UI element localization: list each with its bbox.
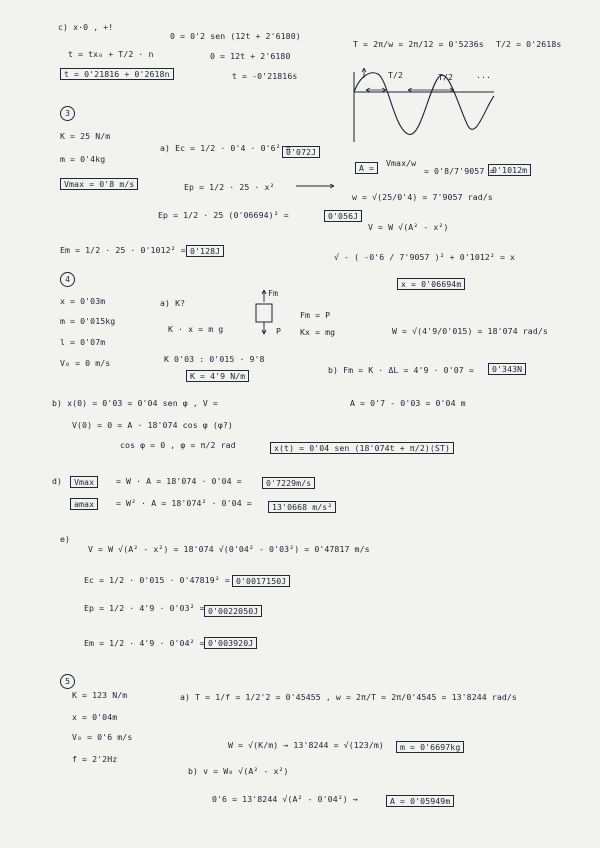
text-line: w = √(25/0'4) = 7'9057 rad/s (352, 192, 493, 202)
text-line: Kx = mg (300, 327, 336, 337)
boxed-result: 0'003920J (204, 637, 257, 649)
boxed-term: amax (70, 498, 98, 510)
text-line: Ep = 1/2 · 25 · x² (184, 182, 275, 192)
text-line: V = W √(A² - x²) (368, 222, 449, 232)
text-line: Em = 1/2 · 25 · 0'1012² = (60, 245, 186, 255)
text-line: K · x = m g (168, 324, 224, 334)
text-line: V = W √(A² - x²) = 18'074 √(0'04² - 0'03²) = 0'47817 m/s (88, 544, 370, 554)
text-line: Fm = P (300, 310, 331, 320)
boxed-result: 0'056J (324, 210, 362, 222)
text-line: f = 2'2Hz (72, 754, 118, 764)
text-line: = W² · A = 18'074² · 0'04 = (116, 498, 252, 508)
text-line: c) x·0 , +! (58, 22, 114, 32)
boxed-term: A = (355, 162, 378, 174)
text-line: d) (52, 476, 63, 486)
text-line: W = √(4'9/0'015) = 18'074 rad/s (392, 326, 548, 336)
text-line: b) x(0) = 0'03 = 0'04 sen φ , V = (52, 398, 218, 408)
text-line: V₀ = 0'6 m/s (72, 732, 133, 742)
boxed-result: 0'343N (488, 363, 526, 375)
problem-number: 5 (60, 674, 75, 689)
boxed-result: K = 4'9 N/m (186, 370, 249, 382)
text-line: V₀ = 0 m/s (60, 358, 111, 368)
text-line: t = -0'21816s (232, 71, 298, 81)
text-line: T/2 = 0'2618s (496, 39, 562, 49)
text-line: b) v = W₀ √(A² - x²) (188, 766, 289, 776)
text-line: K = 25 N/m (60, 131, 111, 141)
text-line: Em = 1/2 · 4'9 · 0'04² = (84, 638, 205, 648)
text-line: a) Ec = 1/2 · 0'4 · 0'6² = (160, 143, 291, 153)
sine-wave-graph (346, 66, 496, 144)
text-line: W = √(K/m) → 13'8244 = √(123/m) (228, 740, 384, 750)
boxed-result: m = 0'6697kg (396, 741, 464, 753)
ellipsis-label: ... (476, 70, 492, 80)
text-line: a) K? (160, 298, 186, 308)
text-line: = 0'8/7'9057 = (424, 166, 495, 176)
force-label-fm: Fm (268, 288, 279, 298)
right-arrow-icon (296, 183, 336, 189)
text-line: Ep = 1/2 · 25 (0'06694)² = (158, 210, 289, 220)
text-line: a) T = 1/f = 1/2'2 = 0'45455 , w = 2π/T = 2π/0'4545 = 13'8244 rad/s (180, 692, 517, 702)
text-line: l = 0'07m (60, 337, 106, 347)
boxed-result: 0'0017150J (232, 575, 290, 587)
text-line: Ec = 1/2 · 0'015 · 0'47819² = (84, 575, 230, 585)
boxed-result: 0'128J (186, 245, 224, 257)
text-line: 0 = 12t + 2'6180 (210, 51, 291, 61)
text-line: b) Fm = K · ΔL = 4'9 · 0'07 = (328, 365, 474, 375)
boxed-result: x(t) = 0'04 sen (18'074t + π/2)(ST) (270, 442, 454, 454)
boxed-result: 0'1012m (488, 164, 531, 176)
half-period-label: T/2 (438, 72, 454, 82)
boxed-result: A = 0'05949m (386, 795, 454, 807)
text-line: x = 0'03m (60, 296, 106, 306)
force-label-p: P (276, 326, 282, 336)
text-line: K 0'03 : 0'015 · 9'8 (164, 354, 265, 364)
boxed-result: 0'0022050J (204, 605, 262, 617)
text-line: t = tx₀ + T/2 · n (68, 49, 154, 59)
boxed-value: Vmax = 0'8 m/s (60, 178, 138, 190)
text-line: cos φ = 0 , φ = π/2 rad (120, 440, 236, 450)
text-line: x = 0'04m (72, 712, 118, 722)
text-line: A = 0'7 - 0'03 = 0'04 m (350, 398, 466, 408)
boxed-result: 0'072J (282, 146, 320, 158)
text-line: m = 0'4kg (60, 154, 106, 164)
text-line: = W · A = 18'074 · 0'04 = (116, 476, 242, 486)
text-line: √ - ( -0'6 / 7'9057 )² + 0'1012² = x (334, 252, 516, 262)
problem-number: 3 (60, 106, 75, 121)
problem-number: 4 (60, 272, 75, 287)
boxed-result: 0'7229m/s (262, 477, 315, 489)
text-line: K = 123 N/m (72, 690, 128, 700)
text-line: V(0) = 0 = A · 18'074 cos φ (φ?) (72, 420, 233, 430)
text-line: T = 2π/w = 2π/12 = 0'5236s (353, 39, 484, 49)
half-period-label: T/2 (388, 70, 404, 80)
boxed-result: 13'0668 m/s² (268, 501, 336, 513)
boxed-term: Vmax (70, 476, 98, 488)
text-line: 0 = 0'2 sen (12t + 2'6180) (170, 31, 301, 41)
boxed-result: x = 0'06694m (397, 278, 465, 290)
text-line: Ep = 1/2 · 4'9 · 0'03² = (84, 603, 205, 613)
text-line: 0'6 = 13'8244 √(A² - 0'04²) → (212, 794, 358, 804)
text-line: Vmax/w (386, 158, 417, 168)
boxed-result: t = 0'21816 + 0'2618n (60, 68, 174, 80)
text-line: e) (60, 534, 71, 544)
text-line: m = 0'015kg (60, 316, 116, 326)
